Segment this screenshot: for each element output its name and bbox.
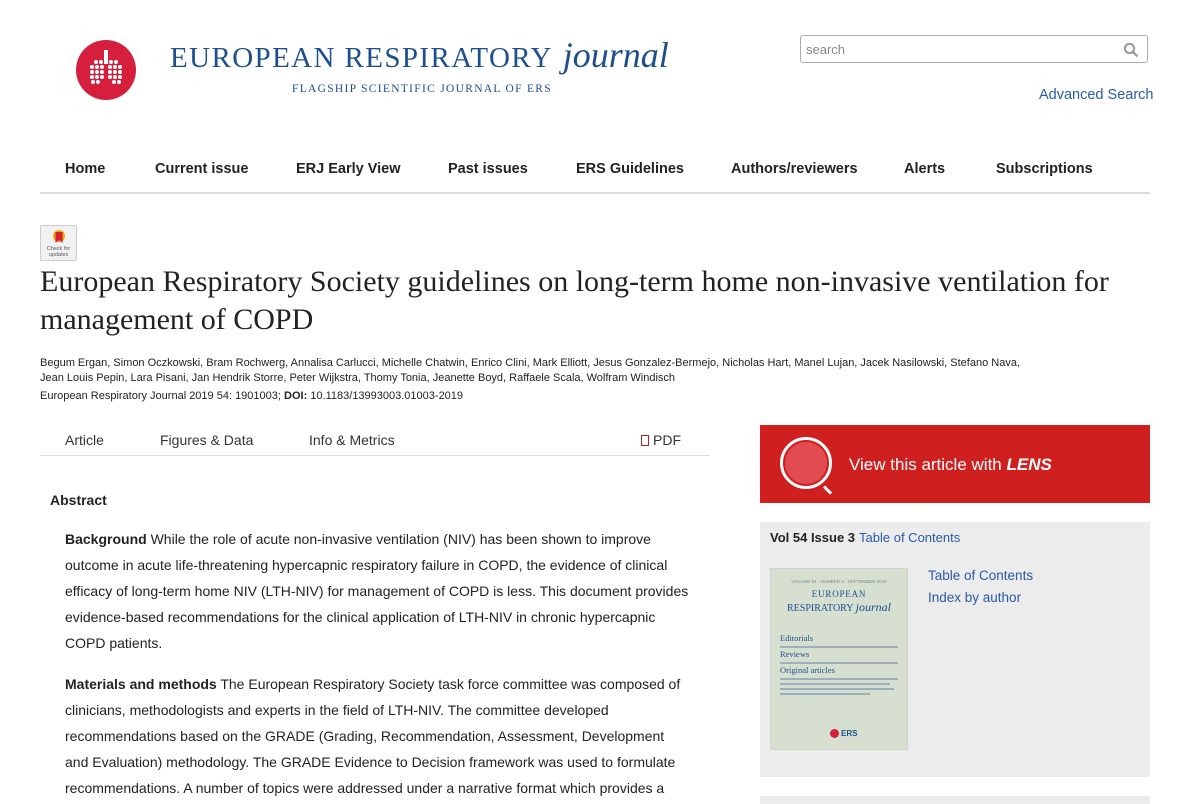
cover-ers-label: ERS <box>841 729 858 738</box>
cover-text-line <box>780 688 894 690</box>
tab-info-metrics[interactable]: Info & Metrics <box>309 432 395 448</box>
advanced-search-link[interactable]: Advanced Search <box>1039 87 1154 103</box>
journal-title-caps: EUROPEAN RESPIRATORY <box>170 42 553 74</box>
pdf-icon <box>641 435 649 446</box>
cover-text-line <box>780 693 870 695</box>
lens-label-prefix: View this article with <box>849 455 1007 474</box>
main-nav <box>40 150 1150 194</box>
cover-title-italic: journal <box>855 600 891 614</box>
lens-label <box>849 455 1052 475</box>
lens-brand: LENS <box>1006 455 1052 474</box>
cover-title-caps: RESPIRATORY <box>787 603 854 614</box>
pdf-label: PDF <box>653 432 681 448</box>
author-list <box>40 356 1130 386</box>
search-icon[interactable] <box>1123 42 1139 58</box>
citation <box>40 390 463 402</box>
ers-logo[interactable] <box>76 40 136 100</box>
methods-label: Materials and methods <box>65 676 217 692</box>
pdf-link[interactable] <box>641 432 681 448</box>
check-for-updates-badge[interactable] <box>40 225 77 261</box>
nav-past-issues[interactable]: Past issues <box>448 161 528 177</box>
author-list-line[interactable]: Begum Ergan, Simon Oczkowski, Bram Rochwerg, Annalisa Carlucci, Michelle Chatwin, Enrico Clini, Mark Elliott, Jesus Gonzalez-Bermejo, Nicholas Hart, Manel Lujan, Jacek Nasilowski, Stefano Nava, <box>40 357 1020 369</box>
methods-text: The European Respiratory Society task force committee was composed of clinicians, methodologists and experts in the field of LTH-NIV. The committee developed recommendations based on the GRADE (Grading, Recommendation, Assessment, Development and Evaluation) methodology. The GRADE Evidence to Decision framework was used to formulate recommendations. A number of topics were addressed under a narrative format which provides a <box>65 676 681 796</box>
journal-title[interactable] <box>170 34 669 76</box>
issue-index-by-author-link[interactable]: Index by author <box>928 590 1022 605</box>
citation-journal: European Respiratory Journal 2019 54: 1901003; <box>40 390 281 402</box>
tab-article[interactable]: Article <box>65 432 104 448</box>
issue-heading <box>770 530 960 545</box>
lens-magnifier-handle <box>823 485 832 494</box>
cover-issue-line: VOLUME 54 · NUMBER 3 · SEPTEMBER 2019 <box>791 579 887 584</box>
nav-subscriptions[interactable]: Subscriptions <box>996 161 1093 177</box>
cover-ers-logo-icon <box>830 729 839 738</box>
doi-label: DOI: <box>284 390 308 402</box>
background-text: While the role of acute non-invasive ventilation (NIV) has been shown to improve outcome in acute life-threatening hypercapnic respiratory failure in COPD, the evidence of clinical efficacy of long-term home NIV (LTH-NIV) for management of COPD is less. This document provides evidence-based recommendations for the clinical application of LTH-NIV in chronic hypercapnic COPD patients. <box>65 531 689 651</box>
check-for-updates-label: Check for updates <box>46 246 71 258</box>
lens-magnifier-ring <box>780 437 832 489</box>
cover-text-line <box>780 683 890 685</box>
bookmark-icon <box>52 229 66 245</box>
cover-text-line <box>780 646 898 648</box>
article-title: European Respiratory Society guidelines on long-term home non-invasive ventilation for management of COPD <box>40 265 1109 336</box>
issue-toc-link[interactable]: Table of Contents <box>859 530 961 545</box>
nav-authors-reviewers[interactable]: Authors/reviewers <box>731 161 858 177</box>
search-input[interactable] <box>801 36 1121 62</box>
cover-section-original: Original articles <box>780 665 835 675</box>
sidebar-next-panel <box>760 796 1150 804</box>
issue-table-of-contents-link[interactable]: Table of Contents <box>928 568 1034 583</box>
abstract-methods <box>65 671 690 801</box>
nav-ers-guidelines[interactable]: ERS Guidelines <box>576 161 684 177</box>
journal-title-italic: journal <box>562 35 669 75</box>
abstract-heading: Abstract <box>50 492 107 508</box>
background-label: Background <box>65 531 147 547</box>
cover-section-reviews: Reviews <box>780 649 810 659</box>
journal-tagline: FLAGSHIP SCIENTIFIC JOURNAL OF ERS <box>292 83 552 95</box>
issue-volume-label: Vol 54 Issue 3 <box>770 530 856 545</box>
article-tabs <box>40 424 710 456</box>
lens-banner[interactable] <box>760 425 1150 503</box>
author-list-line[interactable]: Jean Louis Pepin, Lara Pisani, Jan Hendrik Storre, Peter Wijkstra, Thomy Tonia, Jeanette Boyd, Raffaele Scala, Wolfram Windisch <box>40 372 676 384</box>
issue-cover-image[interactable] <box>770 568 908 750</box>
search-box <box>800 35 1148 63</box>
current-issue-panel <box>760 522 1150 777</box>
lungs-icon <box>76 40 136 100</box>
nav-alerts[interactable]: Alerts <box>904 161 946 177</box>
cover-title-line1: EUROPEAN <box>811 589 867 599</box>
cover-text-line <box>780 678 898 680</box>
nav-erj-early-view[interactable]: ERJ Early View <box>296 161 401 177</box>
tab-figures-data[interactable]: Figures & Data <box>160 432 254 448</box>
cover-section-editorials: Editorials <box>780 633 814 643</box>
abstract-background <box>65 526 690 656</box>
cover-title-line2 <box>771 600 907 615</box>
doi-value[interactable]: 10.1183/13993003.01003-2019 <box>310 390 464 402</box>
nav-current-issue[interactable]: Current issue <box>155 161 249 177</box>
nav-home[interactable]: Home <box>65 161 106 177</box>
cover-text-line <box>780 662 898 664</box>
